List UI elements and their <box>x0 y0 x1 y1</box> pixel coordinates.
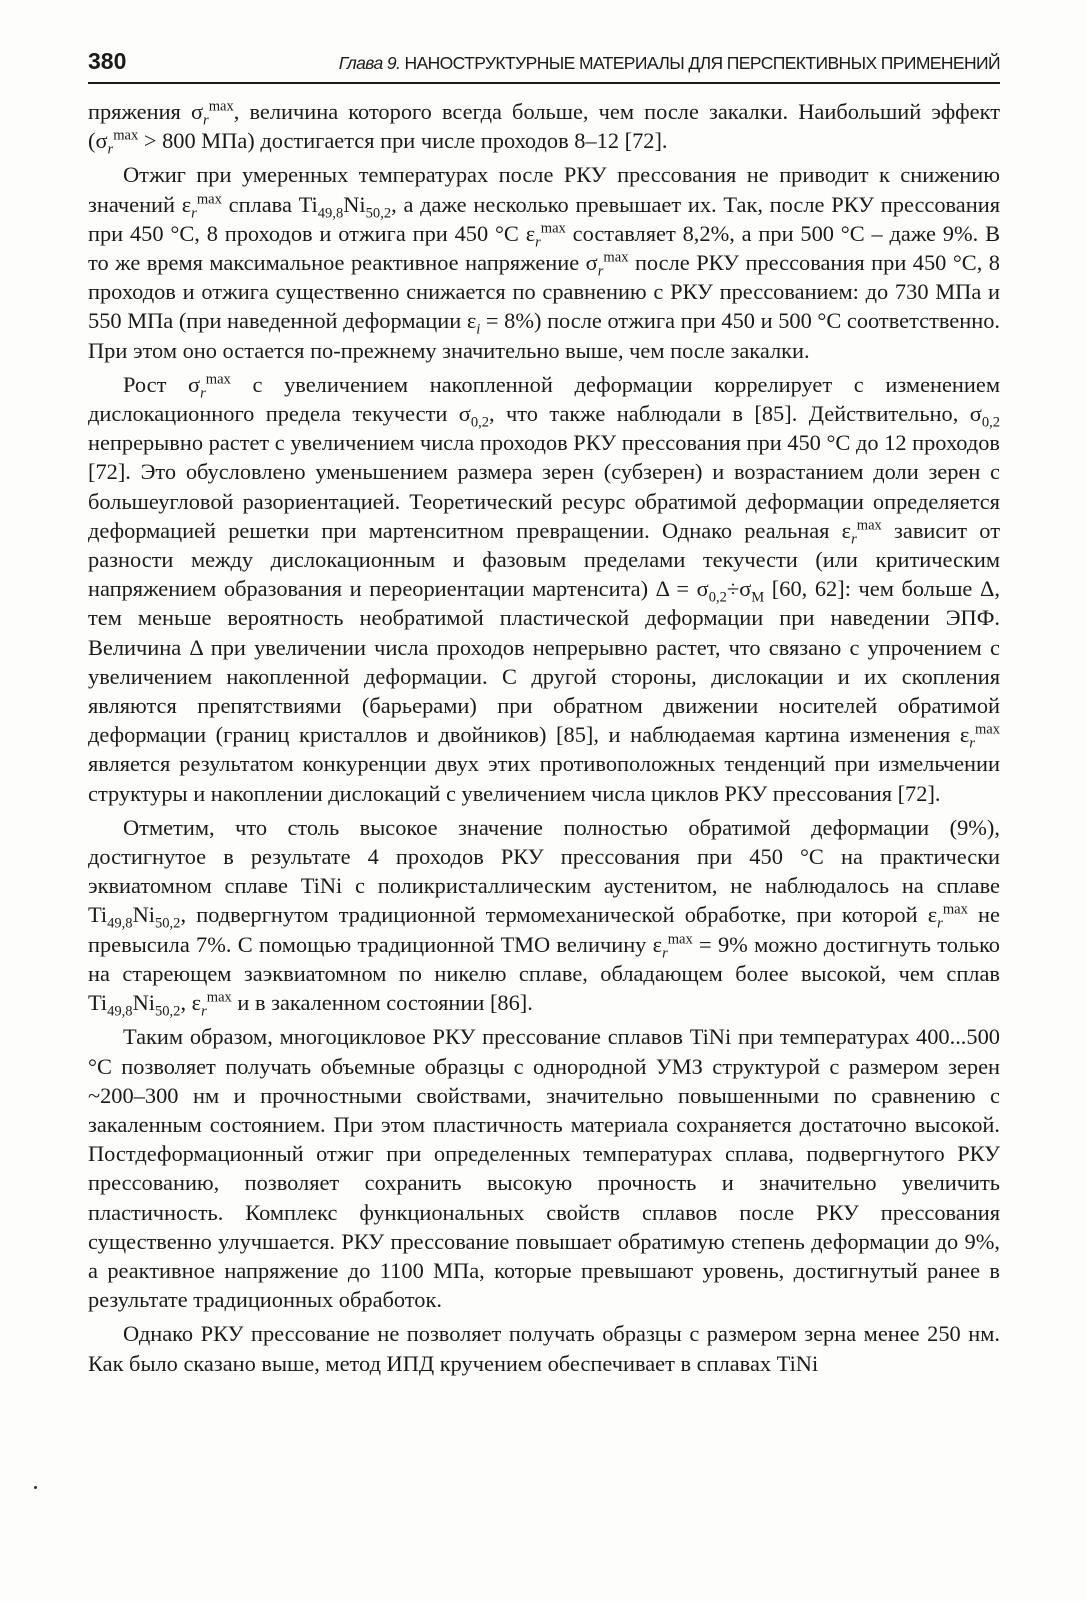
paragraph-2: Отжиг при умеренных температурах после РКУ прессования не приводит к снижению значений $\varepsilon_r^{max}$ сплава $Ti_{49,8}Ni_{50,2}$, а даже несколько превышает их. Так, после РКУ прессования при 450 °С, 8 проходов и отжига при 450 °С $\varepsilon_r^{max}$ составляет 8,2%, а при 500 °С – даже 9%. В то же время максимальное реактивное напряжение $\sigma_r^{max}$ после РКУ прессования при 450 °С, 8 проходов и отжига существенно снижается по сравнению с РКУ прессованием: до 730 МПа и 550 МПа (при наведенной деформации $\varepsilon_i = 8\%$) после отжига при 450 и 500 °С соответственно. При этом оно остается по-прежнему значительно выше, чем после закалки. <box>88 162 1001 363</box>
scan-speck <box>34 1486 37 1489</box>
paragraph-6: Однако РКУ прессование не позволяет получать образцы с размером зерна менее 250 нм. Как было сказано выше, метод ИПД кручением обеспечивает в сплавах TiNi <box>88 1321 1000 1376</box>
running-head-title <box>339 53 1000 74</box>
chapter-title: НАНОСТРУКТУРНЫЕ МАТЕРИАЛЫ ДЛЯ ПЕРСПЕКТИВНЫХ ПРИМЕНЕНИЙ <box>404 53 1000 73</box>
paragraph-3: Рост $\sigma_r^{max}$ с увеличением накопленной деформации коррелирует с изменением дислокационного предела текучести $\sigma_{0,2}$, что также наблюдали в [85]. Действительно, $\sigma_{0,2}$ непрерывно растет с увеличением числа проходов РКУ прессования при 450 °С до 12 проходов [72]. Это обусловлено уменьшением размера зерен (субзерен) и возрастанием доли зерен с большеугловой разориентацией. Теоретический ресурс обратимой деформации определяется деформацией решетки при мартенситном превращении. Однако реальная $\varepsilon_r^{max}$ зависит от разности между дислокационным и фазовым пределами текучести (или критическим напряжением образования и переориентации мартенсита) $\Delta = \sigma_{0,2}\div\sigma_M$ [60, 62]: чем больше Δ, тем меньше вероятность необратимой пластической деформации при наведении ЭПФ. Величина Δ при увеличении числа проходов непрерывно растет, что связано с упрочением с увеличением накопленной деформации. С другой стороны, дислокации и их скопления являются препятствиями (барьерами) при обратном движении носителей обратимой деформации (границ кристаллов и двойников) [85], и наблюдаемая картина изменения $\varepsilon_r^{max}$ является результатом конкуренции двух этих противоположных тенденций при измельчении структуры и накоплении дислокаций с увеличением числа циклов РКУ прессования [72]. <box>88 371 1000 806</box>
paragraph-1: пряжения $\sigma_r^{max}$, величина которого всегда больше, чем после закалки. Наибольший эффект ($\sigma_r^{max} > 800$ МПа) достигается при числе проходов 8–12 [72]. <box>88 98 1000 158</box>
page-number: 380 <box>88 48 127 74</box>
chapter-label: Глава 9. <box>338 53 401 73</box>
paragraph-4: Отметим, что столь высокое значение полностью обратимой деформации (9%), достигнутое в результате 4 проходов РКУ прессования при 450 °С на практически эквиатомном сплаве TiNi с поликристаллическим аустенитом, не наблюдалось на сплаве $Ti_{49,8}Ni_{50,2}$, подвергнутом традиционной термомеханической обработке, при которой $\varepsilon_r^{max}$ не превысила 7%. С помощью традиционной ТМО величину $\varepsilon_r^{max} = 9\%$ можно достигнуть только на стареющем заэквиатомном по никелю сплаве, обладающем более высокой, чем сплав $Ti_{49,8}Ni_{50,2}$, $\varepsilon_r^{max}$ и в закаленном состоянии [86]. <box>88 814 1001 1020</box>
running-header <box>88 48 1000 84</box>
paragraph-5: Таким образом, многоцикловое РКУ прессование сплавов TiNi при температурах 400...500 °С позволяет получать объемные образцы с однородной УМЗ структурой с размером зерен ~200–300 нм и прочностными свойствами, значительно повышенными по сравнению с закаленным состоянием. При этом пластичность материала сохраняется достаточно высокой. Постдеформационный отжиг при определенных температурах сплава, подвергнутого РКУ прессованию, позволяет сохранить высокую прочность и значительно увеличить пластичность. Комплекс функциональных свойств сплавов после РКУ прессования существенно улучшается. РКУ прессование повышает обратимую степень деформации до 9%, а реактивное напряжение до 1100 МПа, которые превышают уровень, достигнутый ранее в результате традиционных обработок. <box>88 1024 1000 1313</box>
body-text <box>88 97 1000 1378</box>
